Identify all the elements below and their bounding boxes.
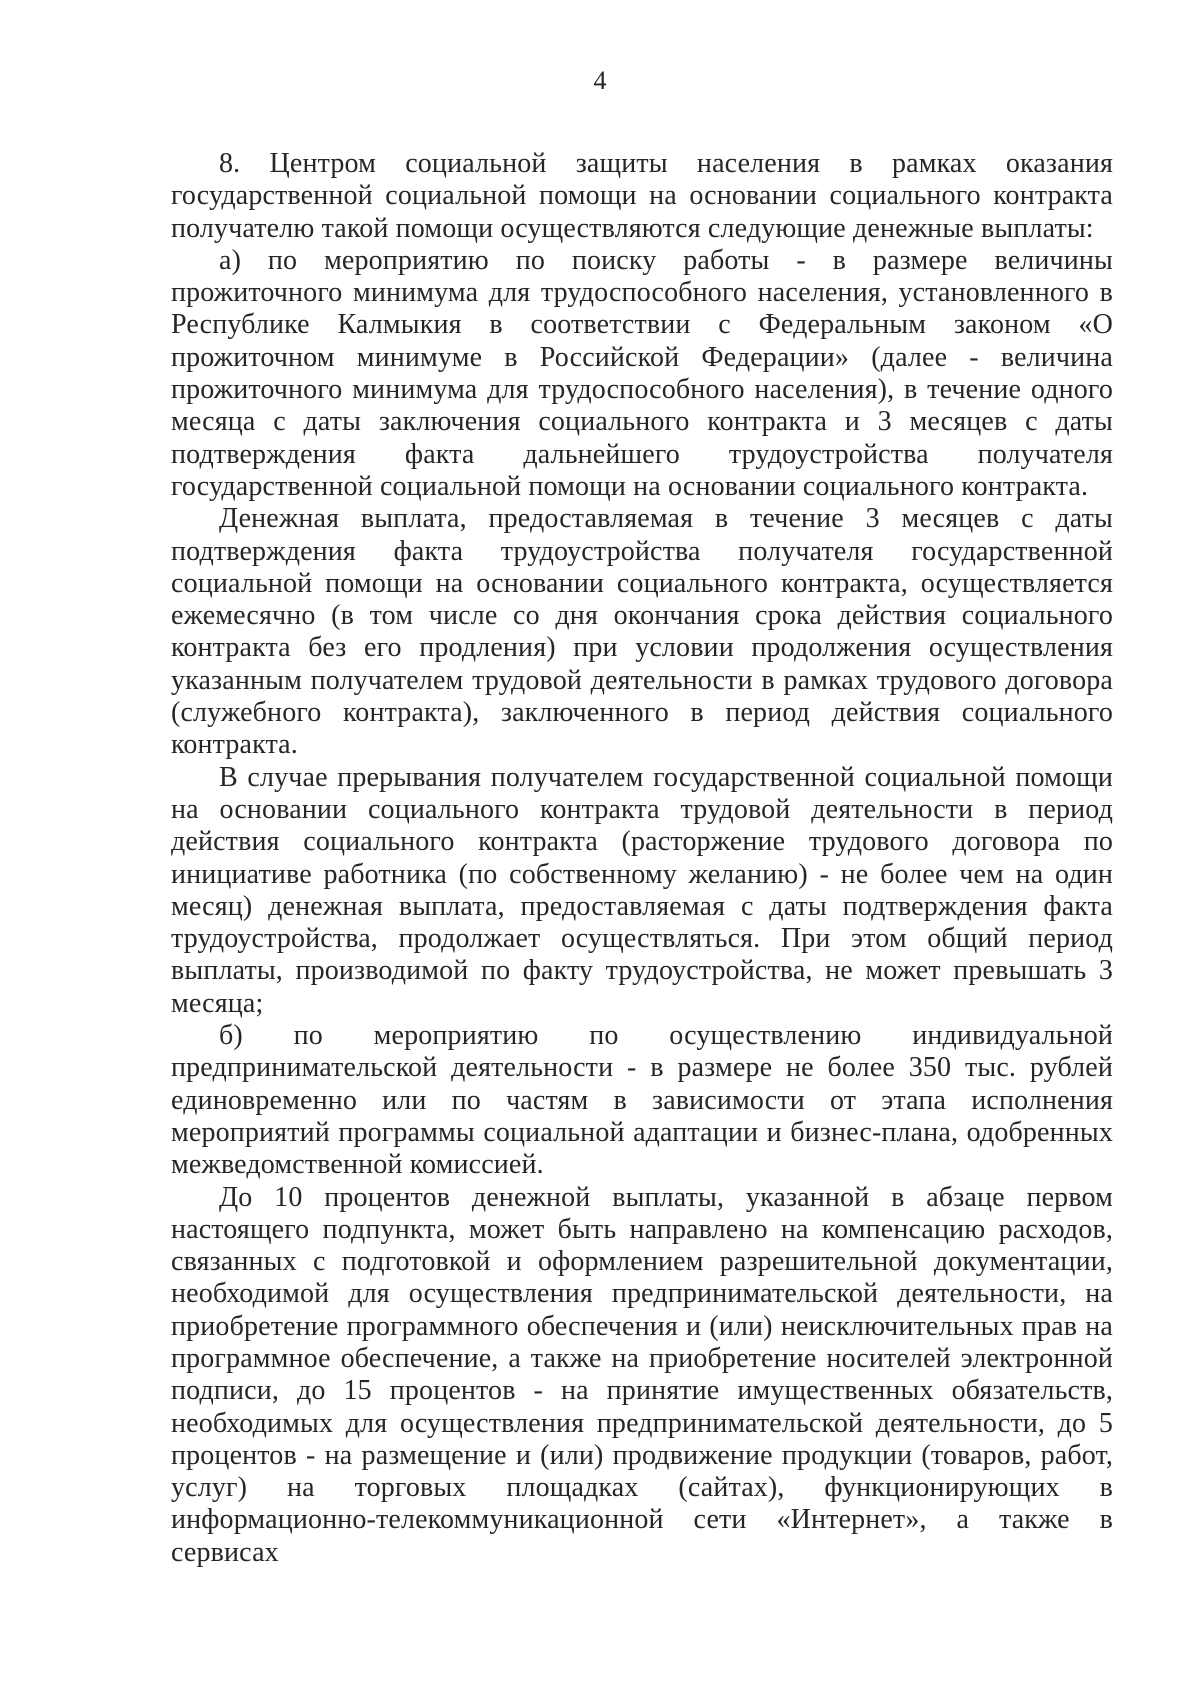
paragraph-employment-interruption: В случае прерывания получателем государственной социальной помощи на основании социального контракта трудовой деятельности в период действия социального контракта (расторжение трудового договора по инициативе работника (по собственному желанию) - не более чем на один месяц) денежная выплата, предоставляемая с даты подтверждения факта трудоустройства, продолжает осуществляться. При этом общий период выплаты, производимой по факту трудоустройства, не может превышать 3 месяца; — [171, 761, 1113, 1019]
paragraph-8-intro: 8. Центром социальной защиты населения в рамках оказания государственной социальной помощи на основании социального контракта получателю такой помощи осуществляются следующие денежные выплаты: — [171, 148, 1113, 244]
document-body — [171, 148, 1113, 1569]
page-number: 4 — [593, 66, 607, 95]
paragraph-subitem-a: а) по мероприятию по поиску работы - в размере величины прожиточного минимума для трудоспособного населения, установленного в Республике Калмыкия в соответствии с Федеральным законом «О прожиточном минимуме в Российской Федерации» (далее - величина прожиточного минимума для трудоспособного населения), в течение одного месяца с даты заключения социального контракта и 3 месяцев с даты подтверждения факта дальнейшего трудоустройства получателя государственной социальной помощи на основании социального контракта. — [171, 244, 1113, 502]
paragraph-expense-limits: До 10 процентов денежной выплаты, указанной в абзаце первом настоящего подпункта, может быть направлено на компенсацию расходов, связанных с подготовкой и оформлением разрешительной документации, необходимой для осуществления предпринимательской деятельности, на приобретение программного обеспечения и (или) неисключительных прав на программное обеспечение, а также на приобретение носителей электронной подписи, до 15 процентов - на принятие имущественных обязательств, необходимых для осуществления предпринимательской деятельности, до 5 процентов - на размещение и (или) продвижение продукции (товаров, работ, услуг) на торговых площадках (сайтах), функционирующих в информационно-телекоммуникационной сети «Интернет», а также в сервисах — [171, 1181, 1113, 1568]
paragraph-subitem-b: б) по мероприятию по осуществлению индивидуальной предпринимательской деятельности - в размере не более 350 тыс. рублей единовременно или по частям в зависимости от этапа исполнения мероприятий программы социальной адаптации и бизнес-плана, одобренных межведомственной комиссией. — [171, 1020, 1113, 1181]
paragraph-monthly-payment: Денежная выплата, предоставляемая в течение 3 месяцев с даты подтверждения факта трудоустройства получателя государственной социальной помощи на основании социального контракта, осуществляется ежемесячно (в том числе со дня окончания срока действия социального контракта без его продления) при условии продолжения осуществления указанным получателем трудовой деятельности в рамках трудового договора (служебного контракта), заключенного в период действия социального контракта. — [171, 503, 1113, 761]
